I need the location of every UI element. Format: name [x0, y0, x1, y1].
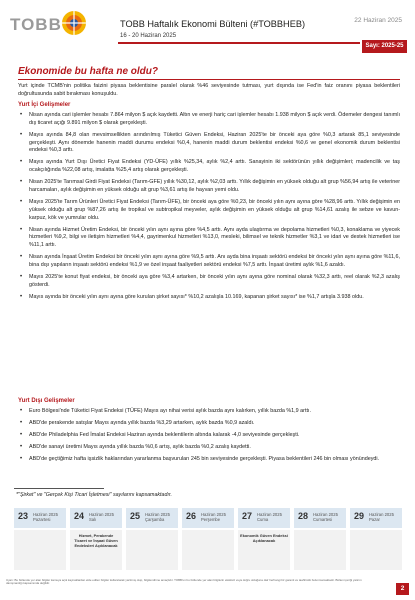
bulletin-date: 22 Haziran 2025 — [354, 17, 402, 24]
calendar-day-header — [182, 508, 234, 528]
header-divider — [118, 42, 360, 44]
issue-badge: Sayı: 2025-25 — [362, 40, 407, 53]
footnote-divider — [14, 488, 104, 489]
calendar-day-header — [70, 508, 122, 528]
calendar-day-header — [126, 508, 178, 528]
calendar-day-number: 27 — [242, 511, 253, 521]
disclaimer: Uyarı: Bu bültende yer alan bilgiler kamuya açık kaynaklardan elde edilen bilgiler kullanılarak yazılmış olup, bilgilendirme amaçlıdır. TOBB'un bu bültende yer alan bilgilerin eksiksiz veya doğru olduğuna dair herhangi bir garanti ve taahhüdü bulunmamaktadır. Bülten içeriği yatırım danışmanlığı kapsamında değildir. — [6, 578, 362, 586]
page-number: 2 — [396, 583, 409, 595]
section-title: Ekonomide bu hafta ne oldu? — [18, 66, 158, 77]
calendar-day-cell — [238, 530, 290, 570]
foreign-heading: Yurt Dışı Gelişmeler — [18, 398, 75, 404]
calendar-day-number: 29 — [354, 511, 365, 521]
calendar-day-number: 24 — [74, 511, 85, 521]
list-item: • Nisan ayında cari işlemler hesabı 7.864 milyon $ açık kaydetti. Altın ve enerji hariç cari işlemler hesabı 1.938 milyon $ açık verdi. Ödemeler dengesi tanımlı dış ticaret açığı 9.891 milyon $ olarak gerçekleşti. — [20, 112, 400, 128]
calendar-month: Haziran 2025 — [257, 512, 282, 517]
bulletin-header — [0, 0, 415, 62]
calendar-day-cell — [14, 530, 66, 570]
tobb-logo-icon — [60, 9, 88, 37]
list-item: • ABD'de Philadelphia Fed İmalat Endeksi Haziran ayında beklentilerin altında kalarak -4,0 seviyesinde gerçekleşti. — [20, 432, 400, 440]
calendar-day-number: 23 — [18, 511, 29, 521]
calendar-month: Haziran 2025 — [201, 512, 226, 517]
list-item: • ABD'de sanayi üretimi Mayıs ayında yıllık bazda %0,6 artış, aylık bazda %0,2 azalış kaydetti. — [20, 444, 400, 452]
weekly-calendar — [14, 508, 402, 570]
calendar-day-cell — [182, 530, 234, 570]
bulletin-week: 16 - 20 Haziran 2025 — [120, 33, 177, 39]
bulletin-title: TOBB Haftalık Ekonomi Bülteni (#TOBBHEB) — [120, 19, 306, 29]
calendar-weekday: Salı — [89, 517, 97, 522]
calendar-day-number: 26 — [186, 511, 197, 521]
calendar-month: Haziran 2025 — [33, 512, 58, 517]
calendar-month: Haziran 2025 — [145, 512, 170, 517]
domestic-heading: Yurt İçi Gelişmeler — [18, 102, 71, 108]
calendar-month: Haziran 2025 — [313, 512, 338, 517]
calendar-day-cell — [70, 530, 122, 570]
list-item: • Mayıs ayında bir önceki yılın aynı ayına göre kurulan şirket sayısı* %10,2 azalışla 10.169, kapanan şirket sayısı* ise %1,7 artışla 3.938 oldu. — [20, 294, 400, 302]
calendar-day-cell — [350, 530, 402, 570]
calendar-day-number: 28 — [298, 511, 309, 521]
list-item: • Nisan 2025'te Tarımsal Girdi Fiyat Endeksi (Tarım-GFE) yıllık %30,12, aylık %2,03 arttı. Yıllık değişimin en yüksek olduğu alt grup %56,94 artış ile veteriner harcamaları, aylık değişimin en yüksek olduğu alt grup %3,61 artış ile hayvan yemi oldu. — [20, 179, 400, 195]
calendar-day-cell — [126, 530, 178, 570]
intro-paragraph: Yurt içinde TCMB'nin politika faizini piyasa beklentisine paralel olarak %46 seviyesinde tutması, yurt dışında ise Fed'in faiz oranını piyasa beklentileri doğrultusunda sabit bırakması konuşuldu. — [18, 83, 400, 97]
domestic-list — [20, 112, 400, 306]
footnote: *"Şirket" ve "Gerçek Kişi Ticari İşletmesi" sayılarını kapsamaktadır. — [16, 492, 172, 498]
calendar-day-cell — [294, 530, 346, 570]
list-item: • Mayıs ayında Yurt Dışı Üretici Fiyat Endeksi (YD-ÜFE) yıllık %25,34, aylık %2,4 arttı. Sanayinin iki sektörünün yıllık değişimleri; madencilik ve taş ocakçılığında %22,08 artış, imalatta %25,4 artış olarak gerçekleşti. — [20, 159, 400, 175]
tobb-logo-text: TOBB — [10, 15, 62, 34]
calendar-weekday: Cumartesi — [313, 517, 333, 522]
calendar-day-header — [238, 508, 290, 528]
list-item: • ABD'de geçtiğimiz hafta işsizlik haklarından yararlanma başvuruları 245 bin seviyesinde gerçekleşti. Piyasa beklentileri 246 bin olması yönündeydi. — [20, 456, 400, 464]
calendar-month: Haziran 2025 — [369, 512, 394, 517]
calendar-weekday: Cuma — [257, 517, 269, 522]
list-item: • Nisan ayında İnşaat Üretim Endeksi bir önceki yılın aynı ayına göre %9,5 arttı. Anı ayda bina inşaatı sektörü endeksi bir önceki yılın aynı ayına göre %11,6, bina dışı yapıların inşaatı sektörü endeksi %1,9 ve özel inşaat faaliyetleri sektörü endeksi %7,5 arttı. İnşaat üretimi aylık %1,6 azaldı. — [20, 254, 400, 270]
calendar-event: Ekonomik Güven Endeksi Açıklanacak — [240, 533, 288, 543]
list-item: • Mayıs ayında 84,8 olan mevsimsellikten arındırılmış Tüketici Güven Endeksi, Haziran 2025'te bir önceki aya göre %0,3 artarak 85,1 seviyesinde gerçekleşti. Aynı dönemde hanenin maddi durumu endeksi %0,4, hanenin maddi durum beklentisi endeksi %0,6 ve genel ekonomik durum beklentisi endeksi %0,3 arttı. — [20, 132, 400, 155]
foreign-list — [20, 408, 400, 468]
calendar-month: Haziran 2025 — [89, 512, 114, 517]
calendar-weekday: Pazar — [369, 517, 380, 522]
calendar-weekday: Pazartesi — [33, 517, 51, 522]
list-item: • Nisan ayında Hizmet Üretim Endeksi, bir önceki yılın aynı ayına göre %4,5 arttı. Aynı ayda ulaştırma ve depolama hizmetleri %0,3, konaklama ve yiyecek hizmetleri %9,2, bilgi ve iletişim hizmetleri %4,4, gayrimenkul hizmetleri %13,0, mesleki, bilimsel ve teknik hizmetler %3,1 ve idari ve destek hizmetleri ise %11,1 arttı. — [20, 227, 400, 250]
calendar-event: Hizmet, Perakende Ticaret ve İnşaat Güven Endeksleri Açıklanacak — [74, 533, 118, 548]
calendar-day-header — [294, 508, 346, 528]
calendar-day-header — [14, 508, 66, 528]
calendar-day-header — [350, 508, 402, 528]
calendar-day-number: 25 — [130, 511, 141, 521]
list-item: • Euro Bölgesi'nde Tüketici Fiyat Endeksi (TÜFE) Mayıs ayı nihai verisi aylık bazda aynı kalırken, yıllık bazda %1,9 arttı. — [20, 408, 400, 416]
calendar-weekday: Perşembe — [201, 517, 221, 522]
calendar-weekday: Çarşamba — [145, 517, 165, 522]
list-item: • Mayıs 2025'te Tarım Ürünleri Üretici Fiyat Endeksi (Tarım-ÜFE), bir önceki aya göre %0,23, bir önceki yılın aynı ayına göre %28,96 arttı. Yıllık değişimin en yüksek olduğu alt grup %87,26 artış ile tropikal ve subtropikal meyveler, aylık değişimin en yüksek olduğu alt grup %14,61 azalış ile sebze ve kavun-karpuz, kök ve yumrular oldu. — [20, 199, 400, 222]
list-item: • Mayıs 2025'te konut fiyat endeksi, bir önceki aya göre %3,4 artarken, bir önceki yılın aynı ayına göre nominal olarak %32,3 arttı, reel olarak %2,3 azalış gösterdi. — [20, 274, 400, 290]
section-divider — [18, 79, 400, 80]
list-item: • ABD'de perakende satışlar Mayıs ayında yıllık bazda %3,29 artarken, aylık bazda %0,9 azaldı. — [20, 420, 400, 428]
